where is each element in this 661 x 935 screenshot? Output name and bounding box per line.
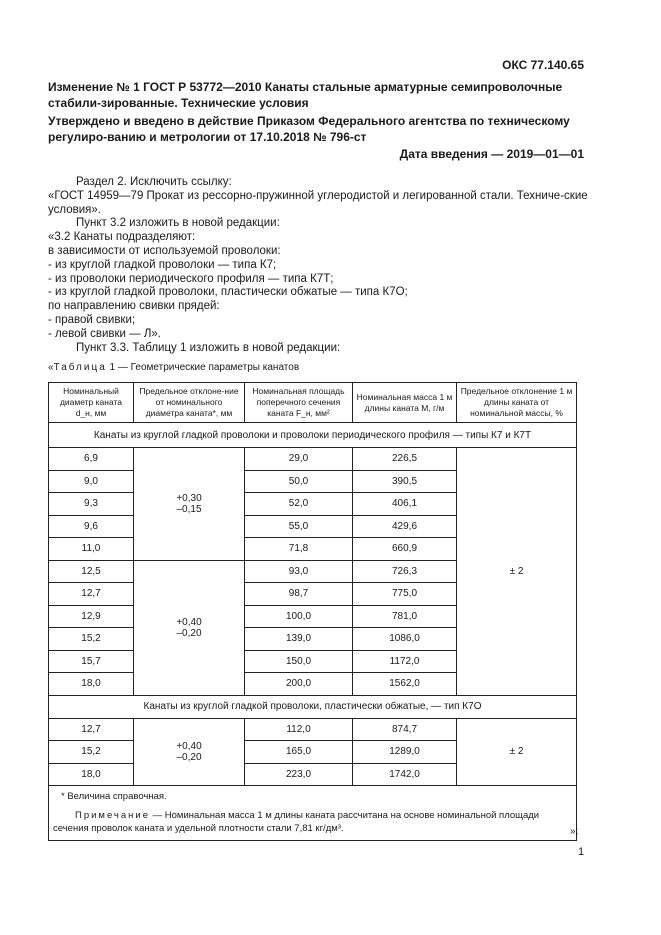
cell-mass-tolerance: ± 2 <box>457 448 577 696</box>
tol-plus: +0,40 <box>176 616 202 628</box>
cell-mass: 1086,0 <box>353 628 457 651</box>
note-text: — Номинальная масса 1 м длины каната рассчитана на основе номинальной площади сечения проволок каната и удельной плотности стали 7,81 кг/дм³. <box>53 810 540 834</box>
cell-mass: 429,6 <box>353 515 457 538</box>
cell-mass: 1289,0 <box>353 741 457 764</box>
cell-diameter: 12,7 <box>49 718 134 741</box>
cell-diameter: 12,9 <box>49 605 134 628</box>
tol-minus: –0,20 <box>176 751 202 763</box>
cell-diameter: 15,2 <box>49 628 134 651</box>
amendment-body <box>48 176 588 355</box>
note-main <box>53 809 572 835</box>
body-line: Пункт 3.2 изложить в новой редакции: <box>76 217 280 230</box>
table-notes <box>49 786 577 841</box>
cell-diameter: 12,5 <box>49 560 134 583</box>
body-line: по направлению свивки прядей: <box>48 300 220 313</box>
caption-word: Таблица <box>53 362 107 373</box>
body-line: «3.2 Канаты подразделяют: <box>48 231 196 244</box>
approval-statement: Утверждено и введено в действие Приказом Федерального агентства по техническому регулиро-ванию и метрологии от 17.10.2018 № 796-ст <box>48 114 570 144</box>
cell-mass: 726,3 <box>353 560 457 583</box>
cell-mass: 1742,0 <box>353 763 457 786</box>
cell-mass: 390,5 <box>353 470 457 493</box>
body-line: Пункт 3.3. Таблицу 1 изложить в новой редакции: <box>76 341 341 354</box>
body-line: - правой свивки; <box>48 313 136 326</box>
cell-area: 223,0 <box>245 763 353 786</box>
header-diameter-tolerance: Предельное отклоне-ние от номинального диаметра каната*, мм <box>134 383 245 423</box>
cell-area: 112,0 <box>245 718 353 741</box>
body-line: - из круглой гладкой проволоки, пластически обжатые — типа К7О; <box>48 286 408 299</box>
cell-diameter: 9,3 <box>49 493 134 516</box>
cell-diameter: 18,0 <box>49 673 134 696</box>
body-line: «ГОСТ 14959—79 Прокат из рессорно-пружинной углеродистой и легированной стали. Техниче-ские условия». <box>48 189 588 216</box>
cell-area: 139,0 <box>245 628 353 651</box>
section-header-k7-k7t: Канаты из круглой гладкой проволоки и проволоки периодического профиля — типы К7 и К7Т <box>49 423 577 448</box>
cell-diameter: 11,0 <box>49 538 134 561</box>
body-line: - левой свивки — Л». <box>48 327 162 340</box>
cell-area: 100,0 <box>245 605 353 628</box>
cell-area: 29,0 <box>245 448 353 471</box>
header-mass-tolerance: Предельное отклонение 1 м длины каната от номинальной массы, % <box>457 383 577 423</box>
cell-area: 52,0 <box>245 493 353 516</box>
cell-diameter: 6,9 <box>49 448 134 471</box>
body-line: - из круглой гладкой проволоки — типа К7; <box>48 258 277 271</box>
cell-mass-tolerance: ± 2 <box>457 718 577 786</box>
body-line: в зависимости от используемой проволоки: <box>48 244 281 257</box>
closing-quote: »; <box>570 826 579 837</box>
cell-diameter: 9,0 <box>49 470 134 493</box>
cell-area: 50,0 <box>245 470 353 493</box>
cell-diameter: 18,0 <box>49 763 134 786</box>
tol-minus: –0,20 <box>176 627 202 639</box>
cell-diameter-tolerance <box>134 560 245 695</box>
body-line: - из проволоки периодического профиля — типа К7Т; <box>48 272 334 285</box>
cell-area: 55,0 <box>245 515 353 538</box>
cell-diameter-tolerance <box>134 448 245 561</box>
cell-area: 71,8 <box>245 538 353 561</box>
cell-diameter: 15,2 <box>49 741 134 764</box>
amendment-title: Изменение № 1 ГОСТ Р 53772—2010 Канаты стальные арматурные семипроволочные стабили-зированные. Технические условия <box>48 80 563 110</box>
table-header-row <box>49 383 577 423</box>
header-area: Номинальная площадь поперечного сечения каната F_н, мм² <box>245 383 353 423</box>
cell-diameter: 15,7 <box>49 650 134 673</box>
caption-quote: « <box>48 362 54 373</box>
note-label: Примечание <box>75 810 150 821</box>
classification-code: ОКС 77.140.65 <box>502 58 584 72</box>
cell-mass: 226,5 <box>353 448 457 471</box>
cell-area: 200,0 <box>245 673 353 696</box>
tol-plus: +0,40 <box>176 740 202 752</box>
page-number: 1 <box>578 846 585 858</box>
section-header-k7o: Канаты из круглой гладкой проволоки, пластически обжатые, — тип К7О <box>49 695 577 718</box>
cell-mass: 775,0 <box>353 583 457 606</box>
effective-date: Дата введения — 2019—01—01 <box>399 147 584 161</box>
cell-diameter: 12,7 <box>49 583 134 606</box>
cell-diameter-tolerance <box>134 718 245 786</box>
table-row <box>49 718 577 741</box>
tol-minus: –0,15 <box>176 503 202 515</box>
table-row <box>49 448 577 471</box>
cell-area: 98,7 <box>245 583 353 606</box>
geometry-table <box>48 382 577 841</box>
cell-diameter: 9,6 <box>49 515 134 538</box>
tol-plus: +0,30 <box>176 492 202 504</box>
cell-mass: 781,0 <box>353 605 457 628</box>
cell-mass: 1562,0 <box>353 673 457 696</box>
header-mass: Номинальная масса 1 м длины каната M, г/м <box>353 383 457 423</box>
caption-text: 1 — Геометрические параметры канатов <box>106 362 300 373</box>
cell-mass: 406,1 <box>353 493 457 516</box>
cell-mass: 660,9 <box>353 538 457 561</box>
header-diameter: Номинальный диаметр каната d_н, мм <box>49 383 134 423</box>
cell-mass: 1172,0 <box>353 650 457 673</box>
cell-area: 93,0 <box>245 560 353 583</box>
note-reference-value: * Величина справочная. <box>61 791 167 802</box>
body-line: Раздел 2. Исключить ссылку: <box>76 176 232 188</box>
cell-area: 165,0 <box>245 741 353 764</box>
cell-mass: 874,7 <box>353 718 457 741</box>
cell-area: 150,0 <box>245 650 353 673</box>
table-caption <box>48 362 299 373</box>
